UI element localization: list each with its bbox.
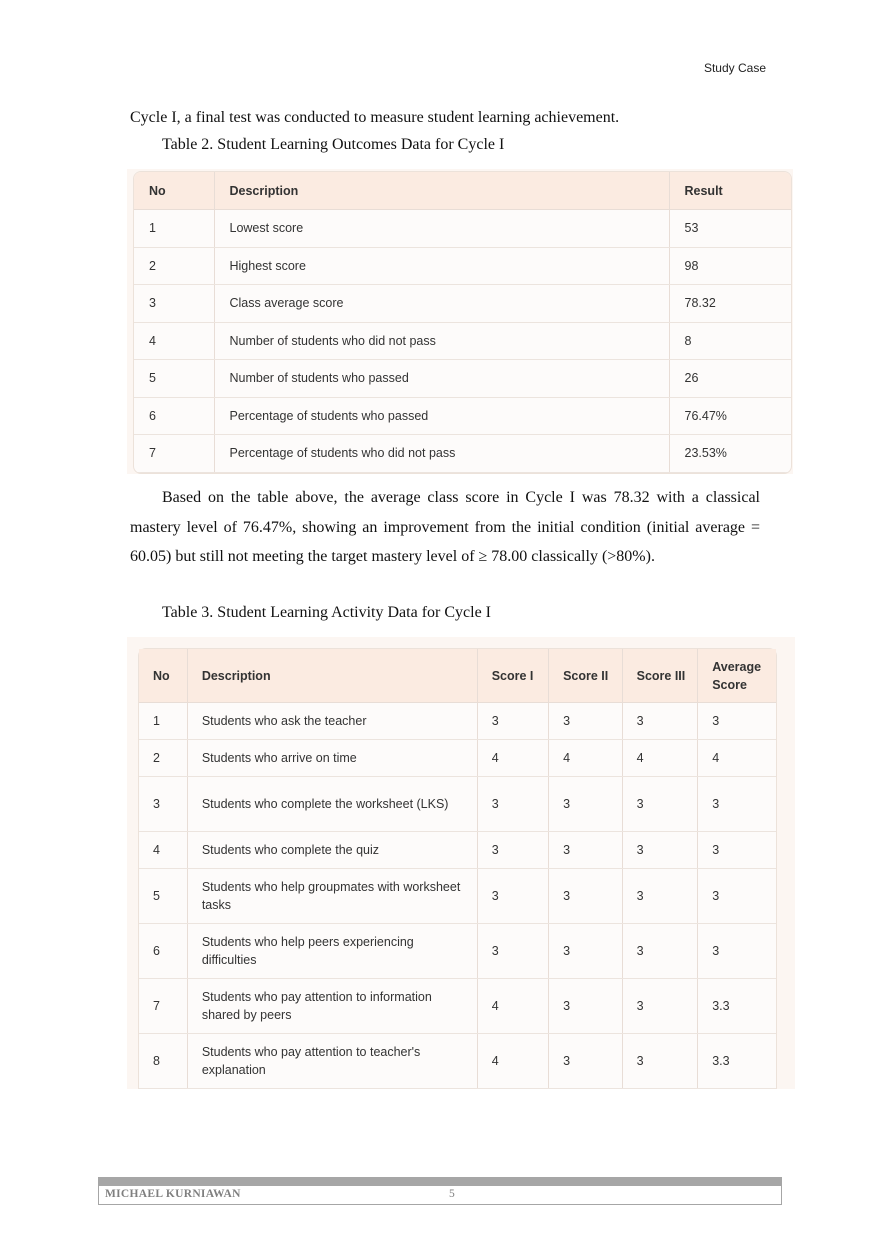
table-cell: Students who help groupmates with worksheet tasks [187, 869, 477, 924]
table-header-row [134, 172, 791, 210]
table-cell: 26 [669, 360, 791, 398]
table-row [134, 322, 791, 360]
table-cell: 78.32 [669, 285, 791, 323]
table2-caption: Table 2. Student Learning Outcomes Data for Cycle I [162, 136, 505, 153]
table-cell: 76.47% [669, 397, 791, 435]
table-cell: 6 [134, 397, 214, 435]
table-row [134, 210, 791, 248]
table-cell: 8 [669, 322, 791, 360]
table-row [134, 285, 791, 323]
column-header-no: No [134, 172, 214, 210]
table-cell: 5 [134, 360, 214, 398]
column-header-result: Result [669, 172, 791, 210]
table-row [134, 397, 791, 435]
table-cell: 7 [139, 979, 187, 1034]
table-cell: Students who ask the teacher [187, 703, 477, 740]
table-row [139, 740, 776, 777]
table-cell: 1 [134, 210, 214, 248]
table-cell: 8 [139, 1034, 187, 1089]
table-cell: 4 [698, 740, 776, 777]
column-header-score-3: Score III [622, 649, 698, 703]
analysis-paragraph: Based on the table above, the average class score in Cycle I was 78.32 with a classical mastery level of 76.47%, showing an improvement from the initial condition (initial average = 60.05) but still not meeting the target mastery level of ≥ 78.00 classically (>80%). [130, 489, 760, 565]
table-cell: Students who complete the quiz [187, 832, 477, 869]
table-row [134, 247, 791, 285]
table-row [139, 777, 776, 832]
page-number: 5 [449, 1188, 455, 1200]
footer [98, 1186, 782, 1205]
table-row [139, 1034, 776, 1089]
table-cell: 3 [698, 832, 776, 869]
table-cell: 7 [134, 435, 214, 473]
table-cell: 3.3 [698, 979, 776, 1034]
table-cell: 3.3 [698, 1034, 776, 1089]
table-cell: 3 [622, 979, 698, 1034]
table-row [139, 869, 776, 924]
table-cell: 3 [698, 703, 776, 740]
table-cell: 3 [622, 832, 698, 869]
table-cell: 3 [622, 924, 698, 979]
table-row [134, 435, 791, 473]
table-cell: 53 [669, 210, 791, 248]
table-cell: Number of students who did not pass [214, 322, 669, 360]
table-cell: Students who pay attention to teacher's explanation [187, 1034, 477, 1089]
table-cell: 3 [622, 777, 698, 832]
table-cell: 4 [622, 740, 698, 777]
table-cell: 6 [139, 924, 187, 979]
table-cell: Highest score [214, 247, 669, 285]
column-header-description: Description [187, 649, 477, 703]
table-cell: 2 [134, 247, 214, 285]
table-cell: 3 [477, 832, 548, 869]
table-row [139, 924, 776, 979]
table-cell: 2 [139, 740, 187, 777]
table-cell: 3 [622, 1034, 698, 1089]
table-cell: 3 [549, 703, 623, 740]
table-cell: 3 [549, 924, 623, 979]
table-cell: 4 [139, 832, 187, 869]
table2-image [127, 169, 793, 474]
table-cell: 4 [477, 979, 548, 1034]
table-cell: Percentage of students who passed [214, 397, 669, 435]
table-cell: 4 [477, 1034, 548, 1089]
table-row [139, 832, 776, 869]
table3-image [127, 637, 795, 1089]
table-cell: 3 [477, 703, 548, 740]
table-cell: 3 [622, 869, 698, 924]
table-row [134, 360, 791, 398]
intro-line: Cycle I, a final test was conducted to measure student learning achievement. [130, 109, 620, 126]
table-cell: 3 [549, 832, 623, 869]
table-cell: 3 [622, 703, 698, 740]
table-cell: Class average score [214, 285, 669, 323]
table-cell: 5 [139, 869, 187, 924]
table-cell: 3 [549, 869, 623, 924]
table-cell: 3 [139, 777, 187, 832]
column-header-description: Description [214, 172, 669, 210]
column-header-score-2: Score II [549, 649, 623, 703]
table-cell: Students who help peers experiencing difficulties [187, 924, 477, 979]
table-cell: Students who complete the worksheet (LKS) [187, 777, 477, 832]
table-cell: 1 [139, 703, 187, 740]
table-cell: 98 [669, 247, 791, 285]
table-cell: 3 [698, 777, 776, 832]
footer-bar [98, 1177, 782, 1186]
table-cell: 3 [549, 1034, 623, 1089]
table-cell: Number of students who passed [214, 360, 669, 398]
column-header-score-1: Score I [477, 649, 548, 703]
table-cell: Percentage of students who did not pass [214, 435, 669, 473]
table-cell: 3 [134, 285, 214, 323]
table-cell: 3 [698, 924, 776, 979]
footer-author: MICHAEL KURNIAWAN [105, 1188, 241, 1200]
table-cell: 23.53% [669, 435, 791, 473]
table-cell: 3 [549, 979, 623, 1034]
table-cell: 3 [477, 869, 548, 924]
table-cell: 4 [549, 740, 623, 777]
table-cell: 3 [477, 777, 548, 832]
table-cell: Students who pay attention to information shared by peers [187, 979, 477, 1034]
column-header-no: No [139, 649, 187, 703]
learning-activity-table [139, 649, 776, 1089]
table-cell: 4 [134, 322, 214, 360]
table-cell: 3 [698, 869, 776, 924]
table-cell: Lowest score [214, 210, 669, 248]
running-header: Study Case [703, 61, 766, 75]
table-row [139, 703, 776, 740]
table3-caption: Table 3. Student Learning Activity Data for Cycle I [162, 604, 492, 621]
column-header-average-score: Average Score [698, 649, 776, 703]
table-cell: 4 [477, 740, 548, 777]
table-cell: 3 [477, 924, 548, 979]
table-cell: 3 [549, 777, 623, 832]
table-row [139, 979, 776, 1034]
learning-outcomes-table [134, 172, 791, 473]
table-header-row [139, 649, 776, 703]
table-cell: Students who arrive on time [187, 740, 477, 777]
